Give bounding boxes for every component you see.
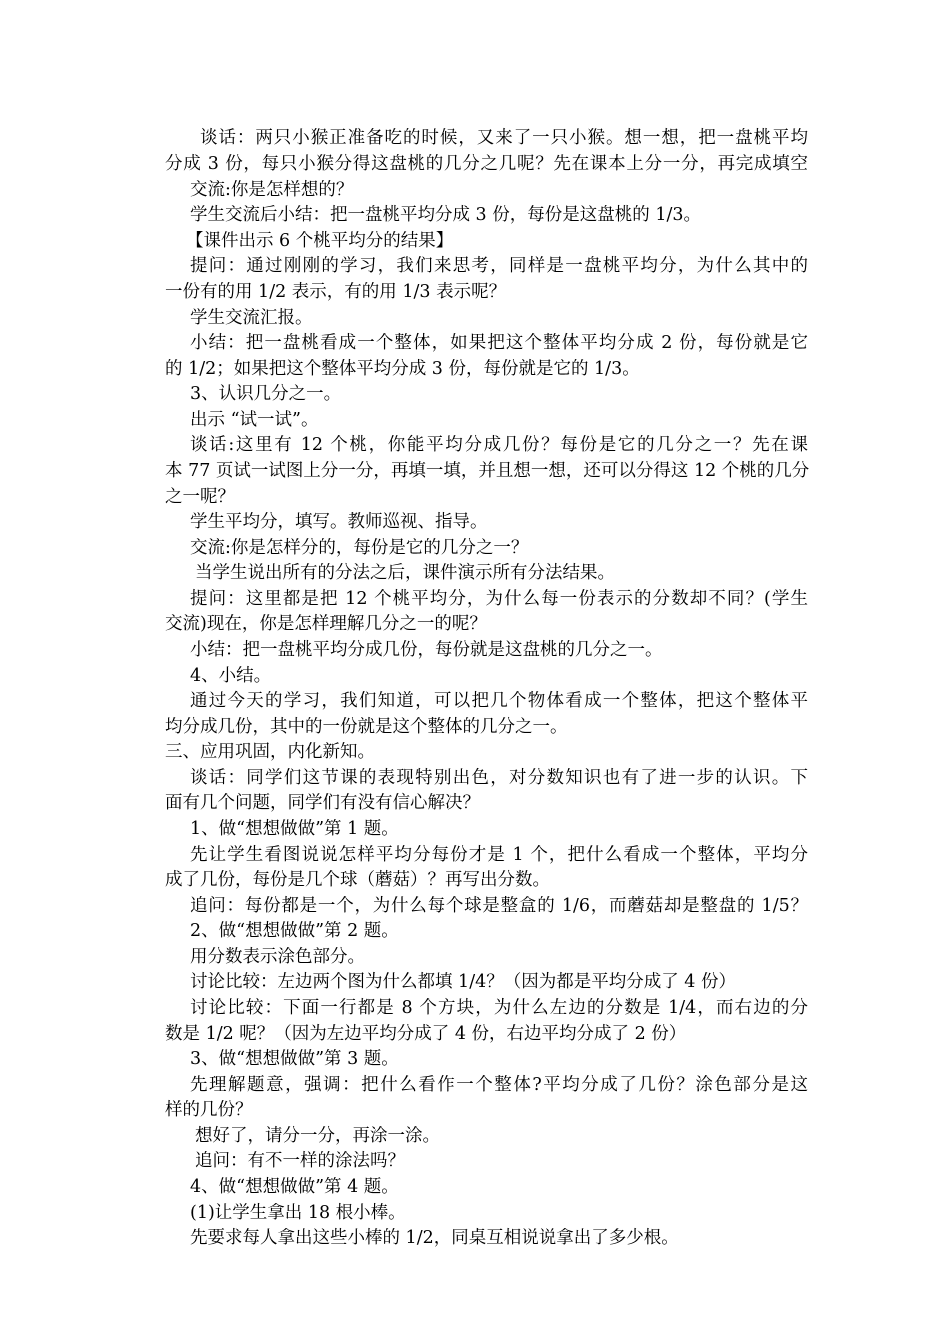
text-line: 面有几个问题，同学们有没有信心解决？	[165, 793, 480, 813]
text-line: 先让学生看图说说怎样平均分每份才是 1 个，把什么看成一个整体，平均分	[190, 845, 808, 865]
text-line: 出示 “试一试”。	[190, 410, 319, 430]
text-line: 交流:你是怎样分的，每份是它的几分之一？	[190, 538, 529, 558]
text-line: 想好了，请分一分，再涂一涂。	[195, 1126, 440, 1146]
text-line: 学生交流后小结：把一盘桃平均分成 3 份，每份是这盘桃的 1/3。	[190, 205, 701, 225]
text-line: 之一呢？	[165, 487, 235, 507]
text-line: 提问：这里都是把 12 个桃平均分，为什么每一份表示的分数却不同？(学生	[190, 589, 808, 609]
text-line: 谈话：两只小猴正准备吃的时候，又来了一只小猴。想一想，把一盘桃平均	[200, 128, 808, 148]
text-line: 交流)现在，你是怎样理解几分之一的呢？	[165, 614, 487, 634]
text-line: (1)让学生拿出 18 根小棒。	[190, 1203, 406, 1223]
text-line: 追问：有不一样的涂法吗？	[195, 1151, 405, 1171]
section-heading: 4、小结。	[190, 666, 272, 686]
text-line: 先理解题意，强调：把什么看作一个整体?平均分成了几份？涂色部分是这	[190, 1075, 808, 1095]
text-line: 追问：每份都是一个，为什么每个球是整盒的 1/6，而蘑菇却是整盘的 1/5？	[190, 896, 808, 916]
text-line: 样的几份？	[165, 1100, 253, 1120]
text-line: 谈话：同学们这节课的表现特别出色，对分数知识也有了进一步的认识。下	[190, 768, 808, 788]
text-line: 讨论比较：下面一行都是 8 个方块，为什么左边的分数是 1/4，而右边的分	[190, 998, 808, 1018]
text-line: 分成 3 份，每只小猴分得这盘桃的几分之几呢？先在课本上分一分，再完成填空	[165, 154, 808, 174]
text-line: 小结：把一盘桃看成一个整体，如果把这个整体平均分成 2 份，每份就是它	[190, 333, 808, 353]
text-line: 用分数表示涂色部分。	[190, 947, 365, 967]
text-line: 均分成几份，其中的一份就是这个整体的几分之一。	[165, 717, 568, 737]
section-heading: 3、认识几分之一。	[190, 384, 342, 404]
text-line: 数是 1/2 呢？（因为左边平均分成了 4 份，右边平均分成了 2 份）	[165, 1024, 687, 1044]
section-heading: 1、做“想想做做”第 1 题。	[190, 819, 399, 839]
text-line: 谈话:这里有 12 个桃，你能平均分成几份？每份是它的几分之一？先在课	[190, 435, 808, 455]
text-line: 本 77 页试一试图上分一分，再填一填，并且想一想，还可以分得这 12 个桃的几分	[165, 461, 810, 481]
text-line: 成了几份，每份是几个球（蘑菇）？再写出分数。	[165, 870, 550, 890]
section-heading: 3、做“想想做做”第 3 题。	[190, 1049, 399, 1069]
text-line: 通过今天的学习，我们知道，可以把几个物体看成一个整体，把这个整体平	[190, 691, 808, 711]
text-line: 一份有的用 1/2 表示，有的用 1/3 表示呢？	[165, 282, 507, 302]
text-line: 先要求每人拿出这些小棒的 1/2，同桌互相说说拿出了多少根。	[190, 1228, 679, 1248]
text-line: 学生交流汇报。	[190, 308, 313, 328]
text-line: 【课件出示 6 个桃平均分的结果】	[186, 231, 454, 251]
section-heading: 三、应用巩固，内化新知。	[165, 742, 375, 762]
text-line: 讨论比较：左边两个图为什么都填 1/4？（因为都是平均分成了 4 份）	[190, 972, 736, 992]
text-line: 交流:你是怎样想的？	[190, 180, 354, 200]
text-line: 当学生说出所有的分法之后，课件演示所有分法结果。	[195, 563, 615, 583]
text-line: 小结：把一盘桃平均分成几份，每份就是这盘桃的几分之一。	[190, 640, 663, 660]
text-line: 提问：通过刚刚的学习，我们来思考，同样是一盘桃平均分，为什么其中的	[190, 256, 808, 276]
section-heading: 4、做“想想做做”第 4 题。	[190, 1177, 399, 1197]
section-heading: 2、做“想想做做”第 2 题。	[190, 921, 399, 941]
text-line: 的 1/2；如果把这个整体平均分成 3 份，每份就是它的 1/3。	[165, 359, 640, 379]
text-line: 学生平均分，填写。教师巡视、指导。	[190, 512, 488, 532]
